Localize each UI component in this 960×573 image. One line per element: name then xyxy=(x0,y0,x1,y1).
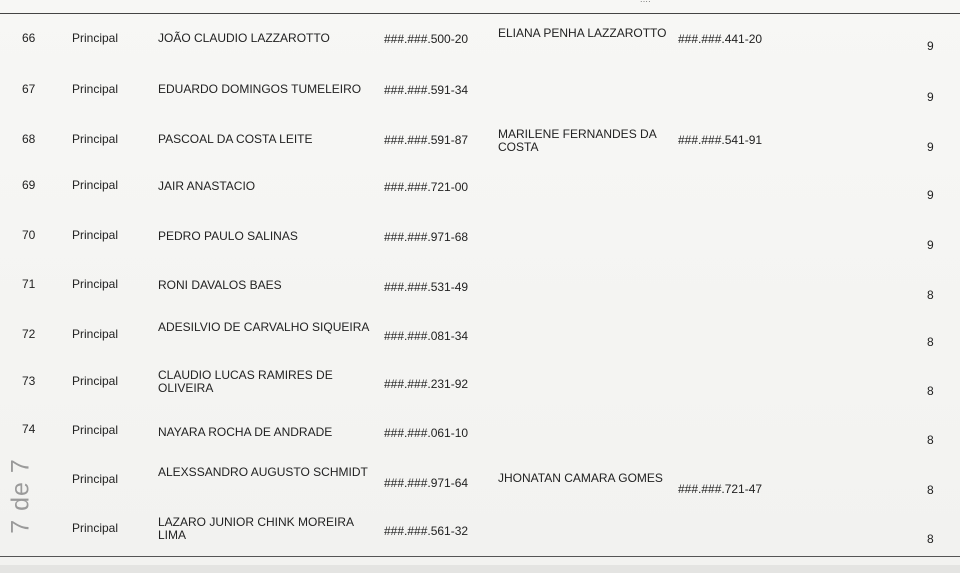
page-indicator xyxy=(0,460,43,532)
row-score: 8 xyxy=(927,532,934,546)
bottom-rule xyxy=(0,556,960,557)
header-fragment xyxy=(640,0,651,4)
table-row xyxy=(0,273,960,323)
table-row xyxy=(0,369,960,419)
row-score: 9 xyxy=(927,188,934,202)
row-name: ADESILVIO DE CARVALHO SIQUEIRA xyxy=(158,320,370,334)
row-number: 69 xyxy=(22,178,36,192)
row-type: Principal xyxy=(72,132,119,146)
row-number: 73 xyxy=(22,374,36,388)
table-row xyxy=(0,466,960,516)
row-spouse-cpf: ###.###.541-91 xyxy=(678,133,763,147)
table-row xyxy=(0,125,960,175)
row-cpf: ###.###.561-32 xyxy=(384,524,469,538)
table-row xyxy=(0,320,960,370)
row-spouse-name: JHONATAN CAMARA GOMES xyxy=(498,471,663,485)
table-row xyxy=(0,515,960,565)
row-name: RONI DAVALOS BAES xyxy=(158,278,282,292)
row-type: Principal xyxy=(72,374,119,388)
row-number: 74 xyxy=(22,422,36,436)
row-score: 9 xyxy=(927,90,934,104)
row-number: 67 xyxy=(22,82,36,96)
row-cpf: ###.###.231-92 xyxy=(384,377,469,391)
row-score: 9 xyxy=(927,238,934,252)
row-spouse-name: MARILENE FERNANDES DA COSTA xyxy=(498,127,657,154)
row-name: CLAUDIO LUCAS RAMIRES DE OLIVEIRA xyxy=(158,368,333,395)
row-spouse-cpf: ###.###.441-20 xyxy=(678,32,763,46)
row-cpf: ###.###.971-68 xyxy=(384,230,469,244)
row-cpf: ###.###.721-00 xyxy=(384,180,469,194)
page-indicator-text: 7 de 7 xyxy=(6,458,35,534)
row-spouse-name: ELIANA PENHA LAZZAROTTO xyxy=(498,26,667,40)
row-score: 8 xyxy=(927,433,934,447)
row-number: 70 xyxy=(22,228,36,242)
row-score: 9 xyxy=(927,140,934,154)
row-number: 72 xyxy=(22,327,36,341)
row-type: Principal xyxy=(72,82,119,96)
bottom-band xyxy=(0,565,960,573)
row-score: 8 xyxy=(927,335,934,349)
row-cpf: ###.###.591-87 xyxy=(384,133,469,147)
table-row xyxy=(0,75,960,125)
row-type: Principal xyxy=(72,31,119,45)
table-row xyxy=(0,175,960,225)
row-name: PEDRO PAULO SALINAS xyxy=(158,229,298,243)
row-name: JOÃO CLAUDIO LAZZAROTTO xyxy=(158,31,330,45)
row-type: Principal xyxy=(72,423,119,437)
row-type: Principal xyxy=(72,228,119,242)
row-spouse-cpf: ###.###.721-47 xyxy=(678,482,763,496)
row-name: LAZARO JUNIOR CHINK MOREIRA LIMA xyxy=(158,515,354,542)
row-name: JAIR ANASTACIO xyxy=(158,179,256,193)
row-cpf: ###.###.081-34 xyxy=(384,329,469,343)
row-cpf: ###.###.531-49 xyxy=(384,280,469,294)
row-name: PASCOAL DA COSTA LEITE xyxy=(158,132,313,146)
row-type: Principal xyxy=(72,327,119,341)
row-name: ALEXSSANDRO AUGUSTO SCHMIDT xyxy=(158,465,368,479)
row-cpf: ###.###.061-10 xyxy=(384,426,469,440)
row-number: 68 xyxy=(22,132,36,146)
row-cpf: ###.###.500-20 xyxy=(384,32,469,46)
row-type: Principal xyxy=(72,472,119,486)
table-row xyxy=(0,420,960,470)
row-cpf: ###.###.971-64 xyxy=(384,476,469,490)
row-score: 9 xyxy=(927,39,934,53)
row-number: 66 xyxy=(22,31,36,45)
row-name: EDUARDO DOMINGOS TUMELEIRO xyxy=(158,82,362,96)
top-rule xyxy=(0,13,960,14)
row-type: Principal xyxy=(72,178,119,192)
table-row xyxy=(0,24,960,74)
row-name: NAYARA ROCHA DE ANDRADE xyxy=(158,425,333,439)
row-number: 71 xyxy=(22,277,36,291)
row-score: 8 xyxy=(927,384,934,398)
row-cpf: ###.###.591-34 xyxy=(384,83,469,97)
row-score: 8 xyxy=(927,483,934,497)
table-row xyxy=(0,225,960,275)
row-score: 8 xyxy=(927,288,934,302)
row-type: Principal xyxy=(72,277,119,291)
row-type: Principal xyxy=(72,521,119,535)
